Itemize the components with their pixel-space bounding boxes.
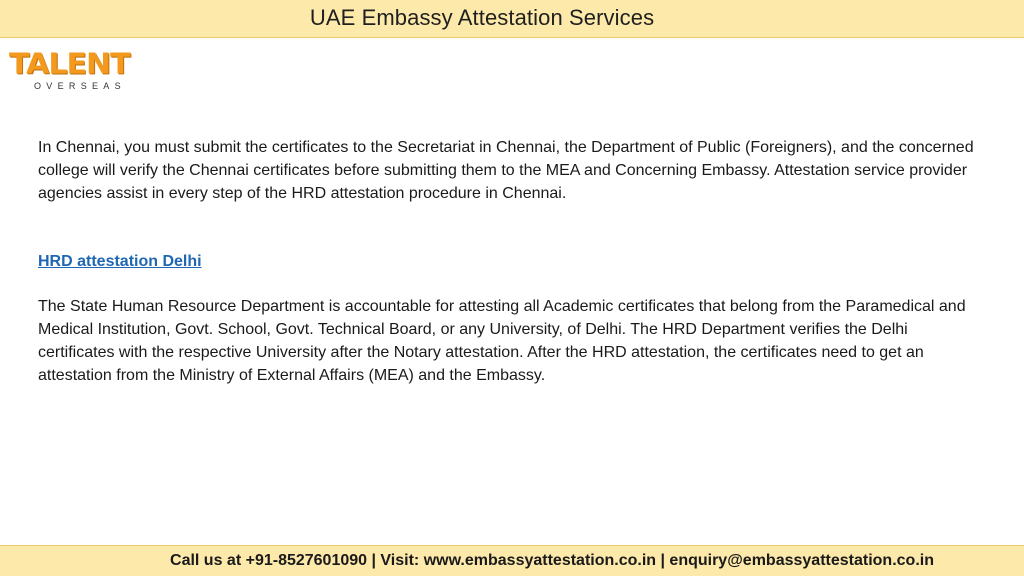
- talent-overseas-logo: [9, 48, 131, 92]
- logo-wordmark: TALENT: [9, 47, 130, 82]
- footer-bar: [0, 545, 1024, 576]
- logo-subtitle: OVERSEAS: [34, 81, 126, 91]
- chennai-paragraph: In Chennai, you must submit the certificates to the Secretariat in Chennai, the Department of Public (Foreigners), and the concerned college will verify the Chennai certificates before submitting them to the MEA and Concerning Embassy. Attestation service provider agencies assist in every step of the HRD attestation procedure in Chennai.: [38, 139, 974, 202]
- delhi-paragraph: The State Human Resource Department is accountable for attesting all Academic certificates that belong from the Paramedical and Medical Institution, Govt. School, Govt. Technical Board, or any University, of Delhi. The HRD Department verifies the Delhi certificates with the respective University after the Notary attestation. After the HRD attestation, the certificates need to get an attestation from the Ministry of External Affairs (MEA) and the Embassy.: [38, 298, 966, 384]
- contact-info: Call us at +91-8527601090 | Visit: www.embassyattestation.co.in | enquiry@embassyattestation.co.in: [170, 552, 934, 569]
- main-content: [38, 136, 983, 387]
- header-bar: [0, 0, 1024, 38]
- hrd-attestation-delhi-link[interactable]: HRD attestation Delhi: [38, 253, 202, 270]
- page-title: UAE Embassy Attestation Services: [309, 5, 655, 30]
